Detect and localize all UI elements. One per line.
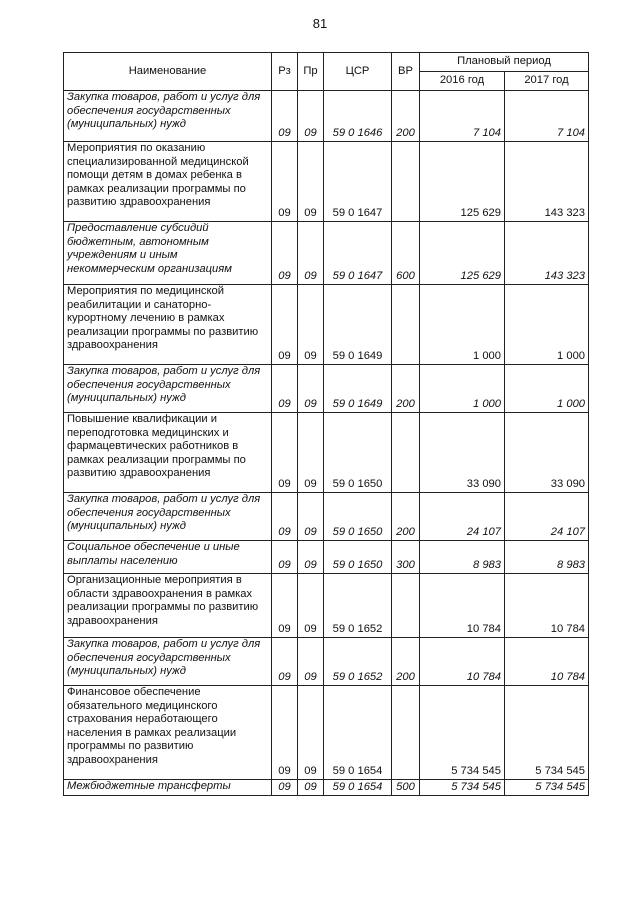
row-vr: 500 <box>392 780 420 796</box>
row-amount-2017: 10 784 <box>505 574 589 638</box>
row-pr: 09 <box>298 222 324 285</box>
row-name: Закупка товаров, работ и услуг для обеспечения государственных (муниципальных) нужд <box>64 91 272 142</box>
row-amount-2016: 8 983 <box>420 541 505 574</box>
row-name: Финансовое обеспечение обязательного медицинского страхования неработающего населения в рамках реализации программы по развитию здравоохранения <box>64 686 272 780</box>
row-rz: 09 <box>272 574 298 638</box>
row-vr: 300 <box>392 541 420 574</box>
row-rz: 09 <box>272 413 298 493</box>
row-rz: 09 <box>272 285 298 365</box>
row-name: Социальное обеспечение и иные выплаты населению <box>64 541 272 574</box>
row-amount-2017: 1 000 <box>505 365 589 413</box>
row-amount-2016: 33 090 <box>420 413 505 493</box>
table-row <box>64 285 589 365</box>
row-name: Мероприятия по оказанию специализированной медицинской помощи детям в домах ребенка в рамках реализации программы по развитию здравоохранения <box>64 142 272 222</box>
row-vr <box>392 686 420 780</box>
row-csr: 59 0 1647 <box>324 222 392 285</box>
row-pr: 09 <box>298 780 324 796</box>
row-csr: 59 0 1650 <box>324 413 392 493</box>
row-vr: 200 <box>392 493 420 541</box>
table-row <box>64 574 589 638</box>
row-csr: 59 0 1654 <box>324 686 392 780</box>
row-csr: 59 0 1654 <box>324 780 392 796</box>
row-amount-2016: 1 000 <box>420 285 505 365</box>
header-period: Плановый период <box>420 53 589 72</box>
table-row <box>64 780 589 796</box>
row-rz: 09 <box>272 493 298 541</box>
row-rz: 09 <box>272 142 298 222</box>
row-amount-2017: 7 104 <box>505 91 589 142</box>
row-vr <box>392 413 420 493</box>
row-amount-2016: 125 629 <box>420 222 505 285</box>
row-name: Мероприятия по медицинской реабилитации и санаторно-курортному лечению в рамках реализации программы по развитию здравоохранения <box>64 285 272 365</box>
header-name: Наименование <box>64 53 272 91</box>
row-csr: 59 0 1652 <box>324 574 392 638</box>
row-amount-2016: 125 629 <box>420 142 505 222</box>
row-rz: 09 <box>272 365 298 413</box>
row-amount-2017: 5 734 545 <box>505 686 589 780</box>
row-vr <box>392 142 420 222</box>
row-vr <box>392 574 420 638</box>
table-body <box>64 91 589 796</box>
row-name: Закупка товаров, работ и услуг для обеспечения государственных (муниципальных) нужд <box>64 365 272 413</box>
row-rz: 09 <box>272 91 298 142</box>
row-amount-2016: 7 104 <box>420 91 505 142</box>
row-rz: 09 <box>272 686 298 780</box>
table-row <box>64 222 589 285</box>
row-vr: 200 <box>392 365 420 413</box>
header-year-2017: 2017 год <box>505 72 589 91</box>
row-vr: 200 <box>392 91 420 142</box>
row-amount-2016: 5 734 545 <box>420 780 505 796</box>
header-vr: ВР <box>392 53 420 91</box>
row-vr: 600 <box>392 222 420 285</box>
row-amount-2017: 8 983 <box>505 541 589 574</box>
row-rz: 09 <box>272 222 298 285</box>
row-rz: 09 <box>272 780 298 796</box>
row-name: Повышение квалификации и переподготовка медицинских и фармацевтических работников в рамках реализации программы по развитию здравоохранения <box>64 413 272 493</box>
row-vr <box>392 285 420 365</box>
row-pr: 09 <box>298 365 324 413</box>
header-year-2016: 2016 год <box>420 72 505 91</box>
row-pr: 09 <box>298 686 324 780</box>
row-csr: 59 0 1649 <box>324 285 392 365</box>
table-row <box>64 142 589 222</box>
row-name: Закупка товаров, работ и услуг для обеспечения государственных (муниципальных) нужд <box>64 638 272 686</box>
row-csr: 59 0 1649 <box>324 365 392 413</box>
row-amount-2016: 10 784 <box>420 574 505 638</box>
row-amount-2016: 1 000 <box>420 365 505 413</box>
budget-table <box>63 52 589 796</box>
row-name: Межбюджетные трансферты <box>64 780 272 796</box>
row-pr: 09 <box>298 574 324 638</box>
row-pr: 09 <box>298 638 324 686</box>
row-amount-2017: 5 734 545 <box>505 780 589 796</box>
header-pr: Пр <box>298 53 324 91</box>
row-name: Закупка товаров, работ и услуг для обеспечения государственных (муниципальных) нужд <box>64 493 272 541</box>
row-csr: 59 0 1650 <box>324 541 392 574</box>
row-csr: 59 0 1646 <box>324 91 392 142</box>
table-row <box>64 493 589 541</box>
row-pr: 09 <box>298 285 324 365</box>
table-row <box>64 365 589 413</box>
row-name: Организационные мероприятия в области здравоохранения в рамках реализации программы по развитию здравоохранения <box>64 574 272 638</box>
row-pr: 09 <box>298 541 324 574</box>
header-rz: Рз <box>272 53 298 91</box>
row-pr: 09 <box>298 413 324 493</box>
row-rz: 09 <box>272 638 298 686</box>
row-amount-2016: 10 784 <box>420 638 505 686</box>
row-pr: 09 <box>298 493 324 541</box>
row-vr: 200 <box>392 638 420 686</box>
row-rz: 09 <box>272 541 298 574</box>
row-amount-2017: 143 323 <box>505 142 589 222</box>
row-amount-2017: 10 784 <box>505 638 589 686</box>
row-name: Предоставление субсидий бюджетным, автономным учреждениям и иным некоммерческим организациям <box>64 222 272 285</box>
row-amount-2017: 24 107 <box>505 493 589 541</box>
row-amount-2017: 33 090 <box>505 413 589 493</box>
table-row <box>64 413 589 493</box>
header-csr: ЦСР <box>324 53 392 91</box>
table-row <box>64 686 589 780</box>
row-amount-2017: 143 323 <box>505 222 589 285</box>
row-amount-2016: 5 734 545 <box>420 686 505 780</box>
row-csr: 59 0 1650 <box>324 493 392 541</box>
table-row <box>64 91 589 142</box>
header-row <box>64 53 589 72</box>
table-row <box>64 541 589 574</box>
row-csr: 59 0 1647 <box>324 142 392 222</box>
row-amount-2017: 1 000 <box>505 285 589 365</box>
row-pr: 09 <box>298 91 324 142</box>
page-number: 81 <box>312 16 328 31</box>
row-amount-2016: 24 107 <box>420 493 505 541</box>
table-row <box>64 638 589 686</box>
row-pr: 09 <box>298 142 324 222</box>
row-csr: 59 0 1652 <box>324 638 392 686</box>
